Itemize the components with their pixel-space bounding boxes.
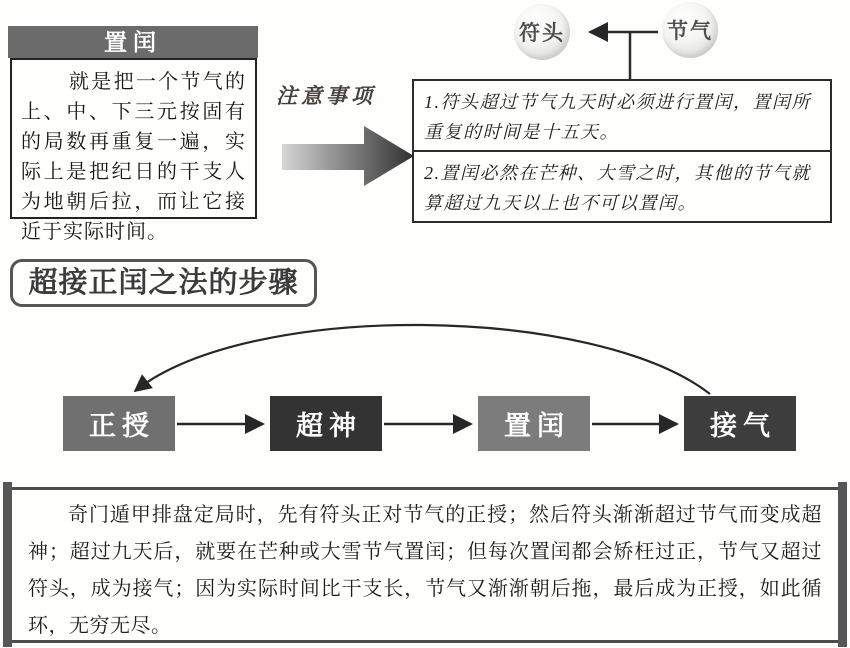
rule-item-2: 2.置闰必然在芒种、大雪之时，其他的节气就算超过九天以上也不可以置闰。	[414, 150, 830, 221]
summary-text: 奇门遁甲排盘定局时，先有符头正对节气的正授；然后符头渐渐超过节气而变成超神；超过九天后，就要在芒种或大雪节气置闰；但每次置闰都会矫枉过正，节气又超过符头，成为接气；因为实际时间比干支长，节气又渐渐朝后拖，最后成为正授，如此循环，无穷无尽。	[12, 487, 838, 643]
jieqi-node: 节气	[662, 2, 718, 58]
flow-node-chaoshen: 超神	[270, 396, 382, 451]
definition-box-title: 置闰	[8, 26, 258, 58]
flow-node-zhengshou: 正授	[63, 396, 175, 451]
futou-node: 符头	[514, 4, 570, 60]
flow-node-zhirun: 置闰	[478, 396, 590, 451]
definition-box-body: 就是把一个节气的上、中、下三元按固有的局数再重复一遍，实际上是把纪日的干支人为地朝后拉，而让它接近于实际时间。	[10, 58, 257, 219]
section-title: 超接正闰之法的步骤	[10, 259, 317, 307]
rules-box	[412, 79, 832, 223]
notice-arrow-icon	[278, 118, 420, 198]
loopback-arc-arrow	[135, 325, 710, 394]
notice-label: 注意事项	[276, 84, 376, 108]
summary-left-bar	[3, 482, 12, 647]
rule-item-1: 1.符头超过节气九天时必须进行置闰，置闰所重复的时间是十五天。	[424, 92, 811, 142]
flow-node-jieqi: 接气	[684, 396, 796, 451]
right-arrow-shape	[282, 126, 414, 186]
summary-right-bar	[838, 482, 847, 647]
